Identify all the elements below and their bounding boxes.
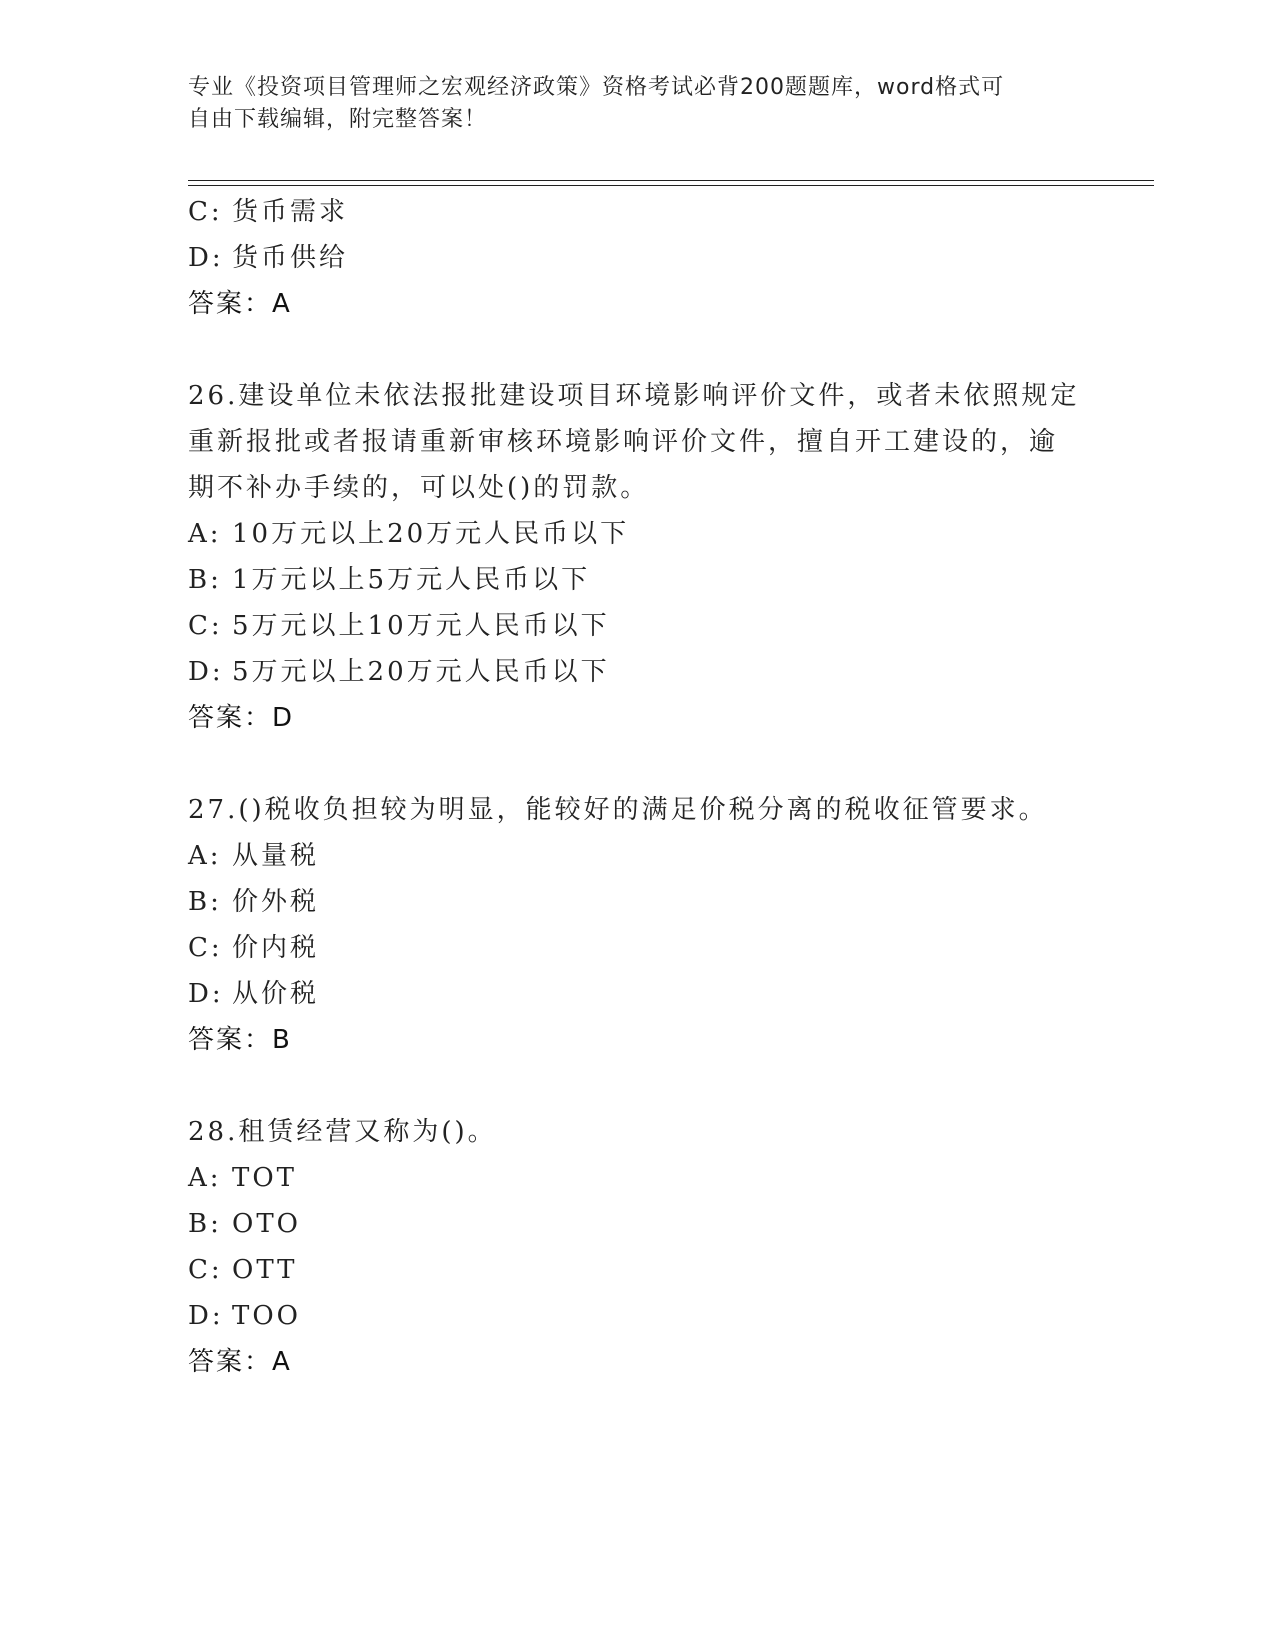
option-b: B: 1万元以上5万元人民币以下: [188, 565, 591, 595]
spacer: [188, 741, 1088, 787]
option-d: D: 5万元以上20万元人民币以下: [188, 657, 610, 687]
question-text-line: 26.建设单位未依法报批建设项目环境影响评价文件，或者未依照规定: [188, 381, 1080, 411]
option-c: C: 货币需求: [188, 197, 349, 227]
answer-text: 答案：D: [188, 703, 295, 733]
option-b: B: 价外税: [188, 887, 320, 917]
option-c: C: 5万元以上10万元人民币以下: [188, 611, 610, 641]
question-text-line: 重新报批或者报请重新审核环境影响评价文件，擅自开工建设的，逾: [188, 427, 1059, 457]
question-list: [188, 189, 1088, 1385]
header-divider-bottom: [188, 185, 1154, 186]
option-a: A: 从量税: [188, 841, 320, 871]
answer-text: 答案：A: [188, 289, 292, 319]
answer-text: 答案：A: [188, 1347, 292, 1377]
question-text-line: 期不补办手续的，可以处()的罚款。: [188, 473, 650, 503]
spacer: [188, 1063, 1088, 1109]
option-d: D: 从价税: [188, 979, 320, 1009]
previous-question-tail: [188, 189, 1088, 327]
header-divider-top: [188, 180, 1154, 181]
header-line-2: 自由下载编辑，附完整答案！: [188, 107, 488, 132]
option-d: D: TOO: [188, 1301, 301, 1331]
option-a: A: TOT: [188, 1163, 297, 1193]
question-28: [188, 1109, 1088, 1385]
option-b: B: OTO: [188, 1209, 301, 1239]
option-d: D: 货币供给: [188, 243, 349, 273]
option-c: C: OTT: [188, 1255, 298, 1285]
option-a: A: 10万元以上20万元人民币以下: [188, 519, 630, 549]
question-26: [188, 373, 1088, 741]
question-text-line: 28.租赁经营又称为()。: [188, 1117, 497, 1147]
document-header: [188, 72, 1068, 136]
header-line-1: 专业《投资项目管理师之宏观经济政策》资格考试必背200题题库，word格式可: [188, 75, 1005, 100]
question-27: [188, 787, 1088, 1063]
option-c: C: 价内税: [188, 933, 320, 963]
answer-text: 答案：B: [188, 1025, 292, 1055]
question-text-line: 27.()税收负担较为明显，能较好的满足价税分离的税收征管要求。: [188, 795, 1048, 825]
spacer: [188, 327, 1088, 373]
